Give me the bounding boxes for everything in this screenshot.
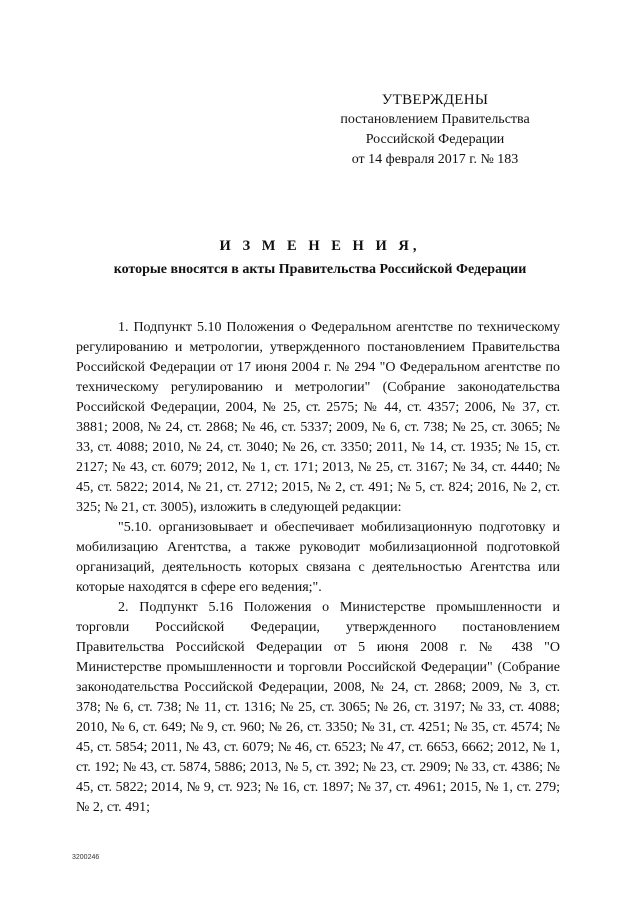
approval-line-1: постановлением Правительства <box>340 112 530 127</box>
approval-line-3: от 14 февраля 2017 г. № 183 <box>351 152 519 167</box>
paragraph-1: 1. Подпункт 5.10 Положения о Федеральном агентстве по техническому регулированию и метрологии, утвержденного постановлением Правительства Российской Федерации от 17 июня 2004 г. № 294 "О Федеральном агентстве по техническому регулированию и метрологии" (Собрание законодательства Российской Федерации, 2004, № 25, ст. 2575; № 44, ст. 4357; 2006, № 37, ст. 3881; 2008, № 24, ст. 2868; № 46, ст. 5337; 2009, № 6, ст. 738; № 25, ст. 3065; № 33, ст. 4088; 2010, № 24, ст. 3040; № 26, ст. 3350; 2011, № 14, ст. 1935; № 15, ст. 2127; № 43, ст. 6079; 2012, № 1, ст. 171; 2013, № 25, ст. 3167; № 34, ст. 4440; № 45, ст. 5822; 2014, № 21, ст. 2712; 2015, № 2, ст. 491; № 5, ст. 824; 2016, № 2, ст. 325; № 21, ст. 3005), изложить в следующей редакции: <box>76 320 560 515</box>
document-title: И З М Е Н Е Н И Я, <box>219 238 421 254</box>
approval-block <box>320 90 550 170</box>
document-body <box>76 318 560 818</box>
paragraph-2: "5.10. организовывает и обеспечивает мобилизационную подготовку и мобилизацию Агентства, а также руководит мобилизационной подготовкой организаций, деятельность которых связана с деятельностью Агентства или которые находятся в сфере его ведения;". <box>76 520 560 595</box>
document-subtitle: которые вносятся в акты Правительства Российской Федерации <box>113 262 527 277</box>
approval-heading: УТВЕРЖДЕНЫ <box>381 92 489 108</box>
approval-line-2: Российской Федерации <box>365 132 505 147</box>
document-code: 3200246 <box>72 854 100 861</box>
paragraph-3: 2. Подпункт 5.16 Положения о Министерстве промышленности и торговли Российской Федерации, утвержденного постановлением Правительства Российской Федерации от 5 июня 2008 г. № 438 "О Министерстве промышленности и торговли Российской Федерации" (Собрание законодательства Российской Федерации, 2008, № 24, ст. 2868; 2009, № 3, ст. 378; № 6, ст. 738; № 11, ст. 1316; № 25, ст. 3065; № 26, ст. 3197; № 33, ст. 4088; 2010, № 6, ст. 649; № 9, ст. 960; № 26, ст. 3350; № 31, ст. 4251; № 35, ст. 4574; № 45, ст. 5854; 2011, № 43, ст. 6079; № 46, ст. 6523; № 47, ст. 6653, 6662; 2012, № 1, ст. 192; № 43, ст. 5874, 5886; 2013, № 5, ст. 392; № 23, ст. 2909; № 33, ст. 4386; № 45, ст. 5822; 2014, № 9, ст. 923; № 16, ст. 1897; № 37, ст. 4961; 2015, № 1, ст. 279; № 2, ст. 491; <box>76 600 560 815</box>
